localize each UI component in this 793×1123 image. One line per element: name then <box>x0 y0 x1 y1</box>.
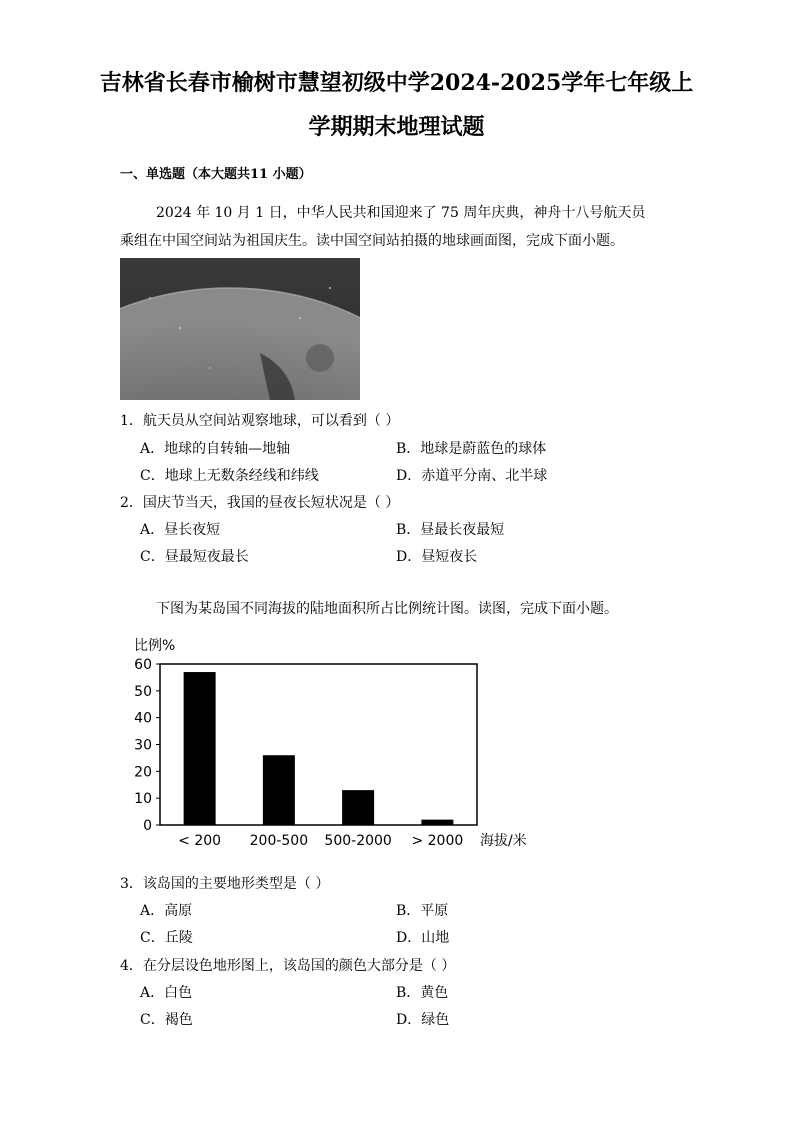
passage1-line1: 2024 年 10 月 1 日，中华人民共和国迎来了 75 周年庆典，神舟十八号航天员 <box>156 205 646 221</box>
x-tick-label: < 200 <box>178 833 222 849</box>
question-1-option-b[interactable]: B．地球是蔚蓝色的球体 <box>396 441 547 457</box>
document-title-line2: 学期期末地理试题 <box>308 114 485 140</box>
y-tick-label: 10 <box>134 791 152 808</box>
x-tick-label: > 2000 <box>411 833 464 849</box>
question-3-stem: 3．该岛国的主要地形类型是（ ） <box>120 876 330 892</box>
question-2-option-c[interactable]: C．昼最短夜最长 <box>140 549 249 565</box>
question-2-option-b[interactable]: B．昼最长夜最短 <box>396 522 505 538</box>
document-title-line1: 吉林省长春市榆树市慧望初级中学2024-2025学年七年级上 <box>99 70 694 96</box>
bar <box>342 790 374 825</box>
question-3-option-c[interactable]: C．丘陵 <box>140 930 193 946</box>
y-tick-label: 40 <box>134 710 152 727</box>
y-tick-label: 60 <box>134 657 152 673</box>
question-2-option-a[interactable]: A．昼长夜短 <box>140 522 221 538</box>
passage1-line2: 乘组在中国空间站为祖国庆生。读中国空间站拍摄的地球画面图，完成下面小题。 <box>120 233 624 249</box>
question-2-option-d[interactable]: D．昼短夜长 <box>396 549 478 565</box>
question-2-stem: 2．国庆节当天，我国的昼夜长短状况是（ ） <box>120 495 400 511</box>
question-1-option-d[interactable]: D．赤道平分南、北半球 <box>396 468 548 484</box>
question-3-option-d[interactable]: D．山地 <box>396 930 450 946</box>
bar <box>184 672 216 825</box>
y-tick-label: 20 <box>134 764 152 781</box>
question-4-option-b[interactable]: B．黄色 <box>396 985 449 1001</box>
x-tick-label: 200-500 <box>249 833 309 849</box>
question-4-stem: 4．在分层设色地形图上，该岛国的颜色大部分是（ ） <box>120 958 456 974</box>
question-4-option-c[interactable]: C．褐色 <box>140 1012 193 1028</box>
question-1-stem: 1．航天员从空间站观察地球，可以看到（ ） <box>120 413 400 429</box>
x-tick-label: 500-2000 <box>324 833 392 849</box>
question-3-option-b[interactable]: B．平原 <box>396 903 449 919</box>
question-1-option-a[interactable]: A．地球的自转轴—地轴 <box>140 441 291 457</box>
y-tick-label: 30 <box>134 737 152 754</box>
section-heading: 一、单选题（本大题共11 小题） <box>120 167 312 182</box>
bar <box>421 820 453 825</box>
passage2-text: 下图为某岛国不同海拔的陆地面积所占比例统计图。读图，完成下面小题。 <box>156 601 618 617</box>
y-tick-label: 50 <box>134 683 152 700</box>
bar <box>263 755 295 825</box>
chart-svg <box>120 632 530 852</box>
question-4-option-a[interactable]: A．白色 <box>140 985 193 1001</box>
y-axis-label: 比例% <box>134 638 176 654</box>
x-axis-label: 海拔/米 <box>480 833 527 849</box>
question-3-option-a[interactable]: A．高原 <box>140 903 193 919</box>
earth-from-space-photo <box>120 258 360 400</box>
question-1-option-c[interactable]: C．地球上无数条经线和纬线 <box>140 468 319 484</box>
question-4-option-d[interactable]: D．绿色 <box>396 1012 450 1028</box>
y-tick-label: 0 <box>143 818 152 834</box>
altitude-area-bar-chart <box>120 632 530 856</box>
